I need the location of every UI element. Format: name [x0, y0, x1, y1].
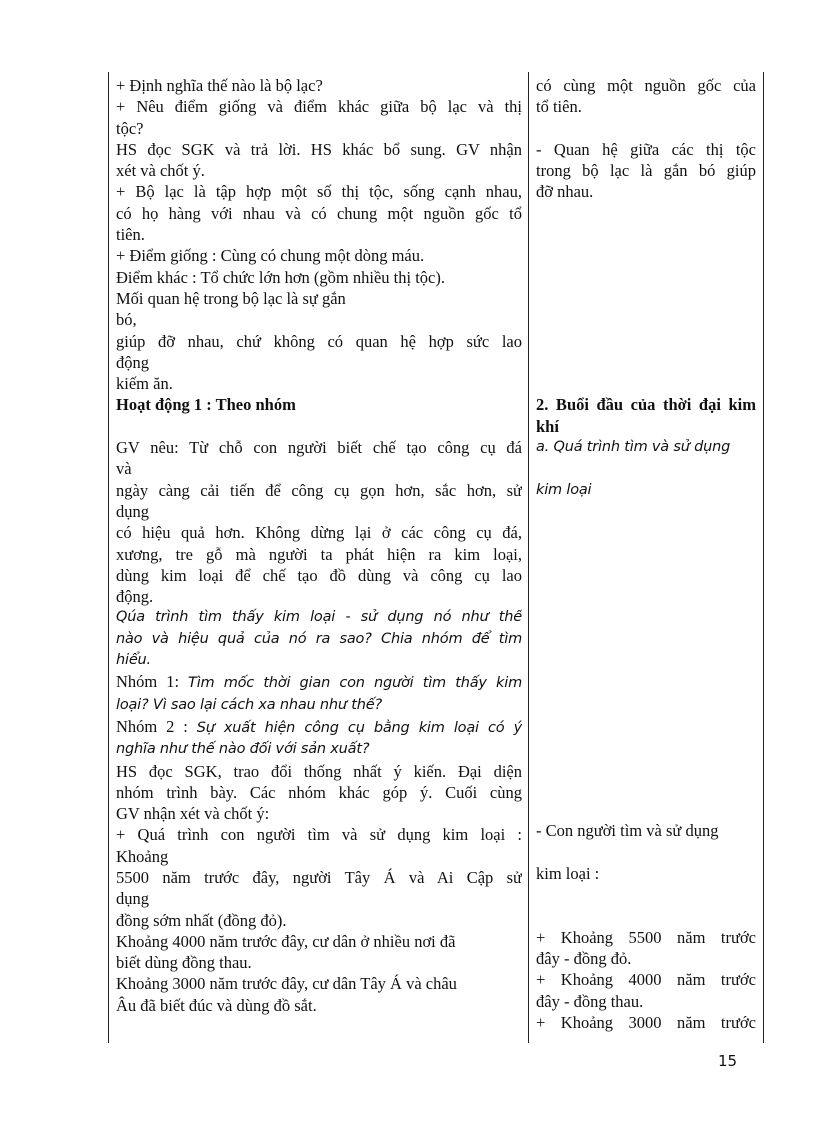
text-line	[536, 373, 756, 394]
text-line: và	[116, 459, 132, 479]
text-line: + Định nghĩa thế nào là bộ lạc?	[116, 76, 323, 95]
text-line: HS đọc SGK và trả lời. HS khác bổ sung. GV nhận	[116, 139, 522, 159]
text-line: giúp đỡ nhau, chứ không có quan hệ hợp sức lao	[116, 331, 522, 351]
text-line: Hoạt động 1 : Theo nhóm	[116, 395, 296, 415]
text-line: dụng	[116, 889, 149, 909]
text-line: + Khoảng 5500 năm trước	[536, 927, 756, 947]
text-line: - Con người tìm và sử dụng	[536, 821, 719, 841]
text-line	[536, 331, 756, 352]
text-line	[536, 501, 756, 522]
text-line	[116, 671, 522, 694]
text-line	[536, 522, 756, 543]
text-line: 2. Buổi đầu của thời đại kim	[536, 395, 756, 415]
text-line: kiếm ăn.	[116, 374, 173, 394]
text-line: + Bộ lạc là tập hợp một số thị tộc, sống cạnh nhau,	[116, 182, 522, 202]
text-line: Khoảng 4000 năm trước đây, cư dân ở nhiều nơi đã	[116, 931, 456, 951]
text-line: xương, tre gỗ mà người ta phát hiện ra kim loại,	[116, 544, 522, 564]
text-line: động.	[116, 587, 154, 607]
text-line: 5500 năm trước đây, người Tây Á và Ai Cập sử	[116, 867, 522, 887]
line-label: Nhóm 2 :	[116, 716, 197, 736]
text-line	[536, 650, 756, 671]
text-line: a. Quá trình tìm và sử dụng	[536, 439, 731, 456]
text-line	[536, 352, 756, 373]
text-line	[536, 565, 756, 586]
text-line: đây - đồng thau.	[536, 991, 644, 1011]
text-line: Khoảng	[116, 846, 169, 866]
text-line	[536, 842, 756, 863]
text-line: có cùng một nguồn gốc của	[536, 76, 756, 95]
text-line	[536, 309, 756, 330]
text-line	[536, 607, 756, 628]
text-line	[536, 118, 756, 139]
text-line: hiểu.	[116, 652, 151, 669]
text-line: có hiệu quả hơn. Không dừng lại ở các công cụ đá,	[116, 523, 522, 543]
text-line: GV nhận xét và chốt ý:	[116, 804, 270, 824]
text-line	[536, 224, 756, 245]
text-line	[536, 757, 756, 778]
text-line: biết dùng đồng thau.	[116, 953, 252, 973]
text-line	[536, 799, 756, 820]
text-line: nghĩa như thế nào đối với sản xuất?	[116, 741, 370, 758]
text-line: Mối quan hệ trong bộ lạc là sự gắn	[116, 288, 346, 308]
text-line	[116, 416, 522, 437]
text-line: tổ tiên.	[536, 97, 582, 117]
text-line: kim loại :	[536, 863, 600, 883]
text-line: Điểm khác : Tổ chức lớn hơn (gồm nhiều thị tộc).	[116, 267, 445, 287]
text-line	[536, 671, 756, 692]
line-italic-text: Tìm mốc thời gian con người tìm thấy kim	[188, 675, 522, 692]
text-line	[536, 778, 756, 799]
page-number: 15	[718, 1052, 738, 1070]
text-line: dụng	[116, 501, 149, 521]
text-line: tiên.	[116, 225, 145, 245]
text-line	[536, 693, 756, 714]
text-line	[536, 203, 756, 224]
text-line: + Quá trình con người tìm và sử dụng kim loại :	[116, 825, 522, 845]
text-line: + Khoảng 3000 năm trước	[536, 1013, 756, 1033]
text-line: Âu đã biết đúc và dùng đồ sắt.	[116, 995, 317, 1015]
text-line: động	[116, 352, 149, 372]
line-italic-text: Sự xuất hiện công cụ bằng kim loại có ý	[196, 719, 522, 736]
text-line: Qúa trình tìm thấy kim loại - sử dụng nó như thế	[116, 609, 522, 626]
text-line: - Quan hệ giữa các thị tộc	[536, 139, 756, 159]
text-line: ngày càng cải tiến để công cụ gọn hơn, sắc hơn, sử	[116, 480, 522, 500]
lesson-activities-column	[116, 75, 522, 1016]
table-left-border	[108, 72, 109, 1043]
text-line: bó,	[116, 310, 137, 330]
text-line: GV nêu: Từ chỗ con người biết chế tạo công cụ đá	[116, 438, 522, 458]
text-line: Khoảng 3000 năm trước đây, cư dân Tây Á và châu	[116, 974, 457, 994]
table-column-divider	[528, 72, 529, 1043]
text-line	[536, 245, 756, 266]
text-line	[536, 735, 756, 756]
text-line: dùng kim loại để chế tạo đồ dùng và công cụ lao	[116, 565, 522, 585]
text-line	[536, 458, 756, 479]
text-line: đây - đồng đỏ.	[536, 949, 632, 969]
text-line: nào và hiệu quả của nó ra sao? Chia nhóm để tìm	[116, 630, 522, 647]
text-line: đồng sớm nhất (đồng đỏ).	[116, 910, 287, 930]
text-line: trong bộ lạc là gắn bó giúp	[536, 161, 756, 181]
text-line: + Điểm giống : Cùng có chung một dòng máu.	[116, 246, 425, 266]
lesson-content-column	[536, 75, 756, 1033]
text-line: đỡ nhau.	[536, 182, 594, 202]
line-label: Nhóm 1:	[116, 672, 189, 692]
text-line: nhóm trình bày. Các nhóm khác góp ý. Cuối cùng	[116, 782, 522, 802]
text-line: loại? Vì sao lại cách xa nhau như thế?	[116, 696, 382, 713]
table-right-border	[763, 72, 764, 1043]
text-line	[536, 267, 756, 288]
text-line: kim loại	[536, 481, 592, 498]
text-line	[536, 586, 756, 607]
text-line: tộc?	[116, 118, 144, 138]
text-line: HS đọc SGK, trao đổi thống nhất ý kiến. Đại diện	[116, 761, 522, 781]
text-line: + Khoảng 4000 năm trước	[536, 970, 756, 990]
text-line	[536, 906, 756, 927]
text-line	[536, 288, 756, 309]
text-line: có họ hàng với nhau và có chung một nguồn gốc tổ	[116, 203, 522, 223]
text-line	[116, 716, 522, 739]
text-line: khí	[536, 416, 559, 436]
text-line	[536, 544, 756, 565]
text-line	[536, 714, 756, 735]
text-line: xét và chốt ý.	[116, 161, 205, 181]
text-line	[536, 629, 756, 650]
text-line	[536, 884, 756, 905]
text-line: + Nêu điểm giống và điểm khác giữa bộ lạc và thị	[116, 97, 522, 117]
